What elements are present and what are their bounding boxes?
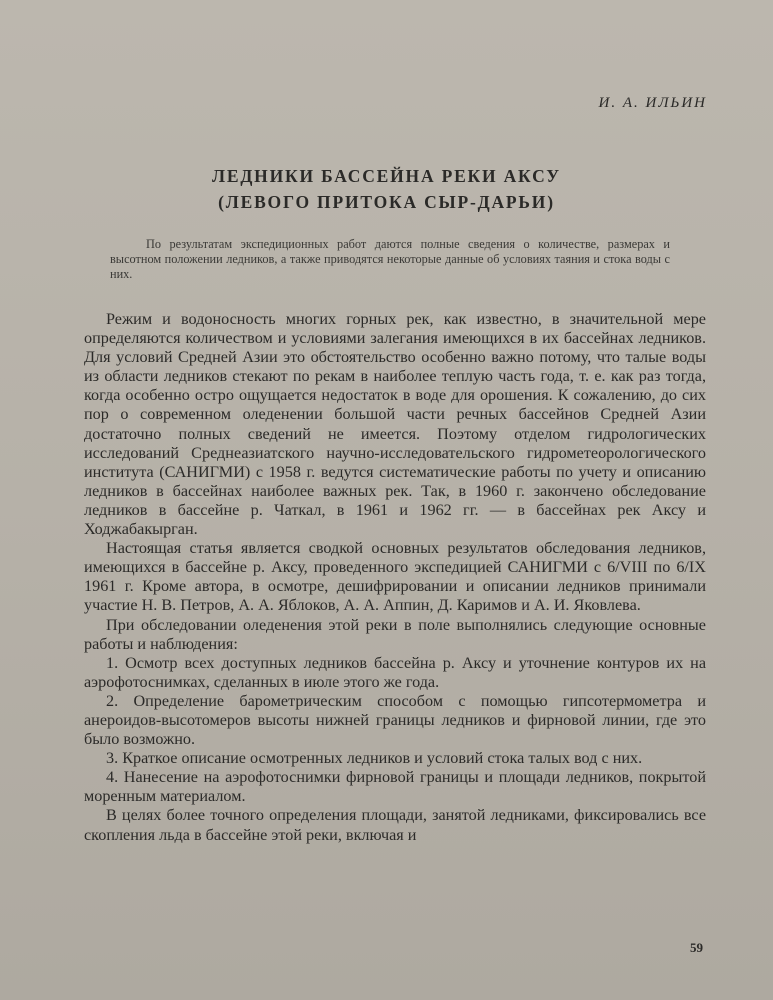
list-item-1: 1. Осмотр всех доступных ледников бассейна р. Аксу и уточнение контуров их на аэрофотоснимках, сделанных в июле этого же года. bbox=[84, 653, 706, 691]
list-item-3: 3. Краткое описание осмотренных ледников и условий стока талых вод с них. bbox=[106, 749, 643, 768]
paragraph-3: При обследовании оледенения этой реки в поле выполнялись следующие основные работы и наблюдения: bbox=[84, 615, 706, 653]
article-body bbox=[84, 310, 706, 845]
paragraph-2: Настоящая статья является сводкой основных результатов обследования ледников, имеющихся в бассейне р. Аксу, проведенного экспедицией САНИГМИ с 6/VIII по 6/IX 1961 г. Кроме автора, в осмотре, дешифрировании и описании ледников принимали участие Н. В. Петров, А. А. Яблоков, А. А. Аппин, Д. Каримов и А. И. Яковлева. bbox=[84, 539, 706, 615]
paragraph-1: Режим и водоносность многих горных рек, как известно, в значительной мере определяются количеством и условиями залегания имеющихся в их бассейнах ледников. Для условий Средней Азии это обстоятельство особенно важно потому, что талые воды из области ледников стекают по рекам в наиболее теплую часть года, т. е. как раз тогда, когда особенно остро ощущается недостаток в воде для орошения. К сожалению, до сих пор о современном оледенении большой части речных бассейнов Средней Азии достаточно полных сведений не имеется. Поэтому отделом гидрологических исследований Среднеазиатского научно-исследовательского гидрометеорологического института (САНИГМИ) с 1958 г. ведутся систематические работы по учету и описанию ледников в бассейнах наиболее важных рек. Так, в 1960 г. закончено обследование ледников в бассейне р. Чаткал, в 1961 и 1962 гг. — в бассейнах рек Аксу и Ходжабакырган. bbox=[84, 310, 706, 539]
list-item-2: 2. Определение барометрическим способом с помощью гипсотермометра и анероидов-высотомеров высоты нижней границы ледников и фирновой линии, где это было возможно. bbox=[84, 691, 706, 749]
list-item-4: 4. Нанесение на аэрофотоснимки фирновой границы и площади ледников, покрытой моренным материалом. bbox=[84, 768, 706, 806]
paragraph-4: В целях более точного определения площади, занятой ледниками, фиксировались все скопления льда в бассейне этой реки, включая и bbox=[84, 806, 706, 844]
title-line-2: (ЛЕВОГО ПРИТОКА СЫР-ДАРЬИ) bbox=[218, 192, 555, 212]
page-number: 59 bbox=[690, 940, 703, 955]
title-line-1: ЛЕДНИКИ БАССЕЙНА РЕКИ АКСУ bbox=[212, 166, 561, 186]
abstract: По результатам экспедиционных работ даются полные сведения о количестве, размерах и высотном положении ледников, а также приводятся некоторые данные об условиях таяния и стока воды с них. bbox=[110, 237, 670, 281]
article-title bbox=[0, 163, 773, 215]
author-name: И. А. ИЛЬИН bbox=[598, 95, 707, 111]
